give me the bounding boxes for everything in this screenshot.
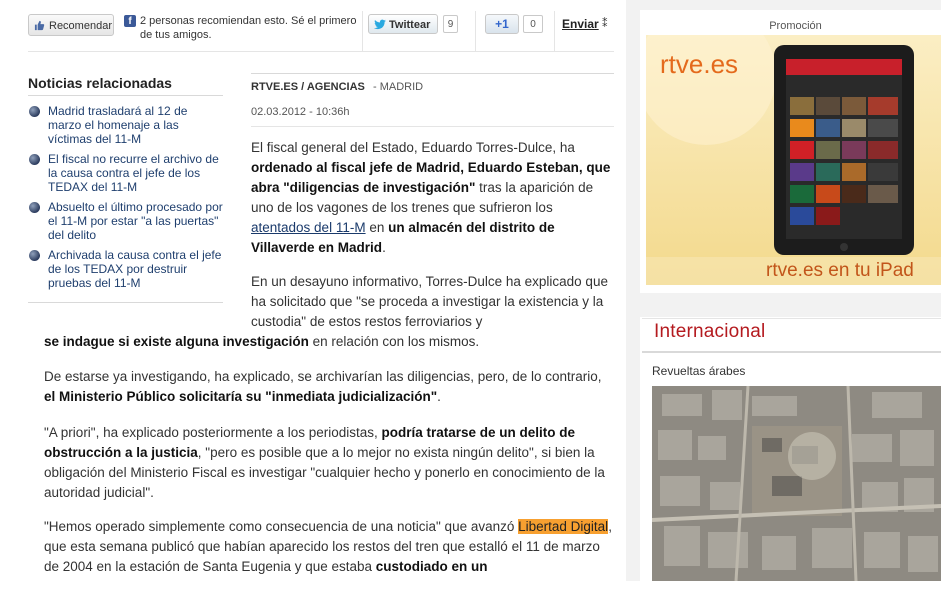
divider [642,351,941,353]
plusone-count: 0 [523,15,543,33]
column-gutter-top [640,0,941,10]
related-news-list [28,104,223,296]
divider [28,302,223,303]
bullet-icon [29,202,40,213]
divider [28,95,223,96]
related-news-item[interactable] [28,248,223,290]
rtve-ipad-promo-banner[interactable] [646,35,941,285]
related-news-link[interactable]: Archivada la causa contra el jefe de los TEDAX por destruir pruebas del 11-M [48,248,222,290]
promo-tagline: rtve.es en tu iPad [766,260,914,281]
related-news-item[interactable] [28,152,223,194]
bullet-icon [29,106,40,117]
related-news-title: Noticias relacionadas [28,75,172,91]
tweet-count: 9 [443,15,458,33]
rtve-logo: rtve.es [660,49,739,79]
divider [251,73,614,74]
article-date: 02.03.2012 - 10:36h [251,106,350,118]
recommend-label: Recomendar [49,20,112,32]
divider [475,11,476,51]
facebook-recommend-button[interactable] [28,14,114,36]
promo-label: Promoción [769,20,822,32]
divider [554,11,555,51]
article-paragraph: "A priori", ha explicado posteriormente a los periodistas, podría tratarse de un delito de obstrucción a la justicia, "pero es posible que a lo mejor no exista ningún delito", si bien la obligación del Ministerio Fiscal es investigar "cualquier hecho y ponerlo en conocimiento de la autoridad judicial". [44,425,605,500]
share-arrow-icon[interactable]: ⁑ [602,18,608,30]
divider [362,11,363,51]
related-news-link[interactable]: El fiscal no recurre el archivo de la causa contra el jefe de los TEDAX del 11-M [48,152,219,194]
section-subtitle[interactable]: Revueltas árabes [652,364,746,378]
divider [251,126,614,127]
google-plusone-button[interactable]: +1 [485,14,519,34]
section-title-international[interactable]: Internacional [654,321,766,342]
related-news-link[interactable]: Absuelto el último procesado por el 11-M por estar "a las puertas" del delito [48,200,223,242]
thumbs-up-icon [34,20,45,31]
twitter-bird-icon [374,19,386,30]
aerial-city-photo[interactable] [652,386,941,581]
related-news-link[interactable]: Madrid trasladará al 12 de marzo el homenaje a las víctimas del 11-M [48,104,188,146]
related-news-item[interactable] [28,200,223,242]
facebook-recommend-text: 2 personas recomiendan esto. Sé el primero de tus amigos. [140,15,357,41]
article-paragraph-cont: se indague si existe alguna investigación en relación con los mismos. [44,334,480,349]
bullet-icon [29,250,40,261]
related-news-item[interactable] [28,104,223,146]
highlighted-source: Libertad Digital [518,519,609,534]
column-gutter [626,0,640,581]
tweet-button[interactable] [368,14,438,34]
article-source: RTVE.ES / AGENCIAS [251,81,365,93]
article-paragraph: En un desayuno informativo, Torres-Dulce ha explicado que ha solicitado que "se proceda a investigar la existencia y la custodia" de estos restos ferroviarios y [251,274,608,329]
article-link-atentados[interactable]: atentados del 11-M [251,220,366,235]
social-share-bar [28,11,614,52]
send-link[interactable]: Enviar [562,17,599,31]
column-gutter-mid [640,293,941,317]
tweet-label: Twittear [389,19,431,31]
aerial-photo-illustration [652,386,941,581]
article-paragraph: El fiscal general del Estado, Eduardo Torres-Dulce, ha ordenado al fiscal jefe de Madrid, Eduardo Esteban, que abra "diligencias de investigación" tras la aparición de uno de los vagones de los trenes que sufrieron los atentados del 11-M en un almacén del distrito de Villaverde en Madrid. [251,140,611,255]
bullet-icon [29,154,40,165]
article-paragraph: "Hemos operado simplemente como consecuencia de una noticia" que avanzó Libertad Digital, que esta semana publicó que habían aparecido los restos del tren que estalló el 11 de marzo de 2004 en la estación de Santa Eugenia y que estaba custodiado en un [44,519,612,574]
ipad-promo-illustration [646,35,941,285]
article-city: - MADRID [373,81,424,93]
facebook-icon: f [124,15,136,27]
article-paragraph: De estarse ya investigando, ha explicado, se archivarían las diligencias, pero, de lo contrario, el Ministerio Público solicitaría su "inmediata judicialización". [44,369,602,404]
